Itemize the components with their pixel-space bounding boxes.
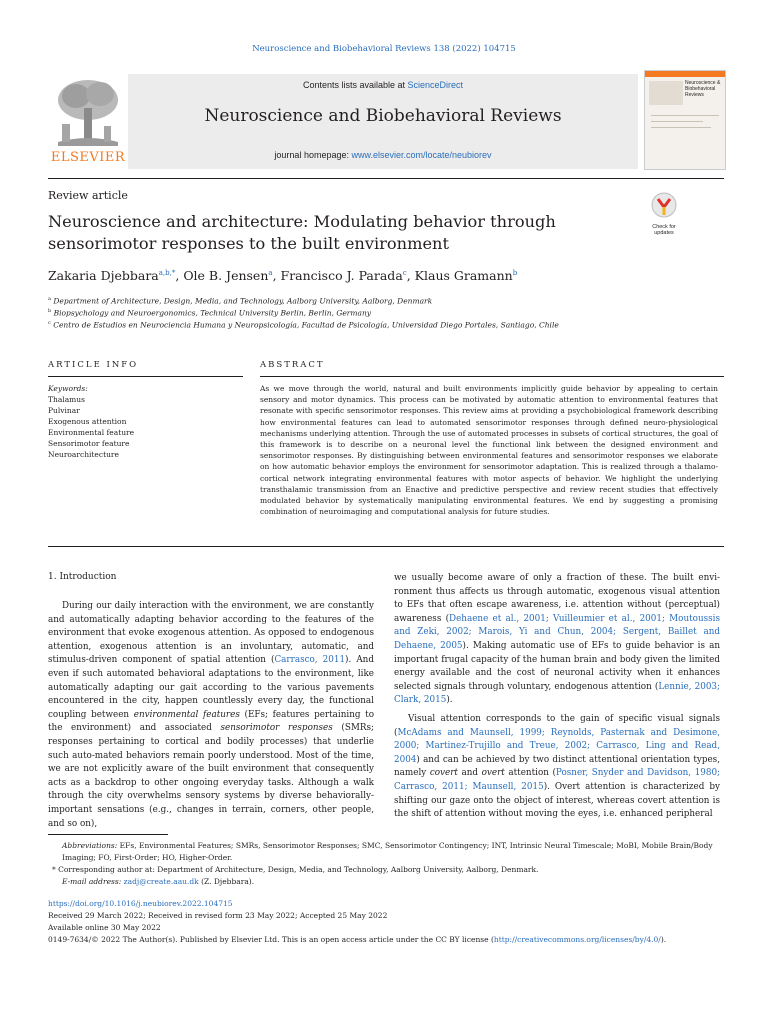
license-suffix: ). [660,935,667,944]
affiliation-mark: c [48,320,51,326]
corresponding-author-footnote [48,864,724,876]
text-run: (EFs; features pertaining to the environment) and associated [48,709,374,734]
body-column-right [394,572,720,822]
crossmark-label: Check for updates [652,224,676,236]
contents-prefix: Contents lists available at [302,80,408,90]
author-name[interactable]: Ole B. Jensen [183,268,269,283]
citation-link[interactable]: Lennie, 2003; Clark, 2015 [394,681,720,706]
author-separator: , [272,268,281,283]
citation-link[interactable]: Carrasco, 2011 [274,655,346,666]
citation-link[interactable]: Dehaene et al., 2001; Vuilleumier et al., 2001; Moutoussis and Zeki, 2002; Marois, Yi and Chun, 2004; Sergent, Baillet and Dehaene, 2005 [394,613,720,651]
text-run-italic: covert [429,768,458,779]
homepage-link[interactable]: www.elsevier.com/locate/neubiorev [351,150,492,160]
affiliation-mark: b [48,308,52,314]
text-run: Visual attention corresponds to the gain of specific visual signals ( [394,713,720,738]
text-run: attention ( [504,768,556,779]
affiliation-text: Biopsychology and Neuroergonomics, Technical University Berlin, Berlin, Germany [53,308,372,318]
text-run: (SMRs; responses pertaining to cortical and bodily processes) that underlie such auto-mated behaviors remain poorly understood. Most of the time, we are not explicitly aware of the built environment that consequently acts as a backdrop to other ongoing everyday tasks. Although a walk through the city overwhelms sensory systems by diverse behaviorally-important sensations (e.g., changes in terrain, corners, other people, and so on), [48,723,374,829]
paragraph [48,600,374,831]
homepage-prefix: journal homepage: [274,150,352,160]
text-run: we usually become aware of only a fraction of these. The built envi-ronment thus affects us through automatic, exogenous visual attention to EFs that often escape awareness, i.e. attention without (perceptual) awareness ( [394,573,720,624]
author-name[interactable]: Francisco J. Parada [280,268,403,283]
affiliation [48,308,371,318]
author-separator: , [175,268,184,283]
abstract-heading: ABSTRACT [260,360,325,370]
cover-title: Neuroscience & Biobehavioral Reviews [685,80,721,98]
license-line [48,934,720,946]
elsevier-wordmark: ELSEVIER [50,150,126,165]
text-run: ). Overt attention is characterized by shifting our gaze onto the object of interest, whereas covert attention is the shift of attention without moving the eyes, i.e. enhanced peripheral [394,781,720,820]
body-column-left [48,600,374,831]
journal-cover-thumbnail[interactable] [644,70,726,170]
text-run: During our daily interaction with the environment, we are constantly and automatically adapting behavior according to the features of the environment that evoke exogenous attention. As opposed to endogenous attention, exogenous attention is an involuntary, automatic, and stimulus-driven component of spatial attention ( [48,601,374,666]
affiliation-text: Department of Architecture, Design, Media, and Technology, Aalborg University, Aalborg, Denmark [53,296,433,306]
license-prefix: 0149-7634/© 2022 The Author(s). Published by Elsevier Ltd. This is an open access article under the CC BY license ( [48,935,494,944]
keyword: Exogenous attention [48,417,127,426]
received-line: Received 29 March 2022; Received in revised form 23 May 2022; Accepted 25 May 2022 [48,911,388,920]
article-info-heading: ARTICLE INFO [48,360,139,370]
cover-rule [651,127,711,128]
author-name[interactable]: Zakaria Djebbara [48,268,159,283]
paragraph [394,713,720,822]
homepage-line [128,150,638,160]
sciencedirect-link[interactable]: ScienceDirect [407,80,464,90]
email-link[interactable]: zadj@create.aau.dk [123,877,199,886]
keyword: Environmental feature [48,428,135,437]
email-suffix: (Z. Djebbara). [198,877,255,886]
text-run: ). Making automatic use of EFs to guide behavior is an important frugal capacity of the human brain and body given the limited energy available and the cost of neuronal activity when it enhances selected signals through voluntary, endogenous attention ( [394,640,720,692]
email-footnote [48,876,734,888]
masthead-rule [48,178,724,179]
cover-rule [651,121,703,122]
doi-link[interactable]: https://doi.org/10.1016/j.neubiorev.2022.104715 [48,899,233,908]
affiliation [48,296,432,306]
keyword: Thalamus [48,395,85,404]
abbreviations-footnote [48,840,720,863]
doi-line [48,898,720,910]
cover-image [649,81,683,105]
cover-stripe [645,71,725,77]
abstract-rule [260,376,724,377]
cover-rule [651,115,719,116]
check-for-updates-badge[interactable] [646,192,682,236]
text-run-italic: overt [481,768,505,779]
citation-link[interactable]: McAdams and Maunsell, 1999; Reynolds, Pasternak and Desimone, 2000; Martinez-Trujillo and Treue, 2002; Carrasco, Ling and Read, 2004 [394,727,720,765]
author-separator: , [406,268,415,283]
article-title: Neuroscience and architecture: Modulating behavior through sensorimotor responses to the built environment [48,212,556,253]
journal-title: Neuroscience and Biobehavioral Reviews [204,106,562,126]
text-run: and [457,768,482,779]
article-info-rule [48,376,243,377]
footnote-rule [48,834,168,835]
keyword: Pulvinar [48,406,80,415]
text-run: ). [446,695,453,706]
author-list [48,268,517,283]
paragraph [394,572,720,708]
author-affil-mark[interactable]: c [402,268,407,277]
text-run-italic: environmental features [133,709,240,720]
email-label: E-mail address: [62,877,122,886]
article-type: Review article [48,189,128,202]
keywords-label: Keywords: [48,384,88,393]
author-affil-mark[interactable]: a [268,268,273,277]
text-run: ) and can be achieved by two distinct attentional orientation types, namely [394,754,720,779]
abstract-bottom-rule [48,546,724,547]
corresponding-text: Corresponding author at: Department of Architecture, Design, Media, and Technology, Aalborg University, Aalborg, Denmark. [55,865,539,874]
section-heading-introduction: 1. Introduction [48,572,117,582]
abbreviations-text: EFs, Environmental Features; SMRs, Sensorimotor Responses; SMC, Sensorimotor Contingency; INT, Intrinsic Neural Timescale; MoBI, Mobile Brain/Body Imaging; FO, First-Order; HO, Higher-Order. [62,841,713,862]
license-link[interactable]: http://creativecommons.org/licenses/by/4.0/ [493,935,661,944]
affiliation-mark: a [48,296,51,302]
affiliation [48,320,559,330]
text-run: ). And even if such automated behavioral adaptations to the environment, like automatically adapting our gait according to the various pavements encountered in the city, happen countlessly every day, the functional coupling between [48,655,374,720]
contents-line [128,80,638,90]
author-name[interactable]: Klaus Gramann [414,268,513,283]
author-affil-mark[interactable]: a,b,* [158,268,176,277]
available-online-line: Available online 30 May 2022 [48,923,161,932]
elsevier-logo[interactable] [48,70,128,168]
corresponding-mark: * [52,865,56,874]
crossmark-icon [646,192,682,220]
citation-link[interactable]: Posner, Snyder and Davidson, 1980; Carrasco, 2011; Maunsell, 2015 [394,768,721,792]
affiliation-text: Centro de Estudios en Neurociencia Humana y Neuropsicología, Facultad de Psicología, Universidad Diego Portales, Santiago, Chile [53,320,559,330]
abbreviations-label: Abbreviations: [62,841,118,850]
keyword: Sensorimotor feature [48,439,130,448]
citation-line[interactable]: Neuroscience and Biobehavioral Reviews 138 (2022) 104715 [252,44,516,54]
keyword: Neuroarchitecture [48,450,119,459]
author-affil-mark[interactable]: b [512,268,518,277]
abstract-text: As we move through the world, natural and built environments implicitly guide behavior by appealing to certain sensory and motor dynamics. This process can be motivated by automatic attention to environmental features that resonate with specific sensorimotor responses. This review aims at providing a psychobiological framework describing how environmental features can lead to automated sensorimotor responses through defined neuro-physiological mechanisms underlying attention. Through the use of automated processes in subsets of cortical structures, the goal of this framework is to describe on a neuronal level the functional link between the designed environment and sensorimotor responses. By distinguishing between environmental features and sensorimotor responses we elaborate on how automatic behavior employs the environment for sensorimotor adaptation. This is realized through a thalamo-cortical network integrating environmental features with motor aspects of behavior. We highlight the underlying transthalamic transmission from an Enactive and predictive perspective and review recent studies that effectively modulated behavior by systematically manipulating environmental features. We end by suggesting a promising combination of neuroimaging and computational analysis for future studies. [260,384,718,517]
text-run-italic: sensorimotor responses [220,723,333,734]
